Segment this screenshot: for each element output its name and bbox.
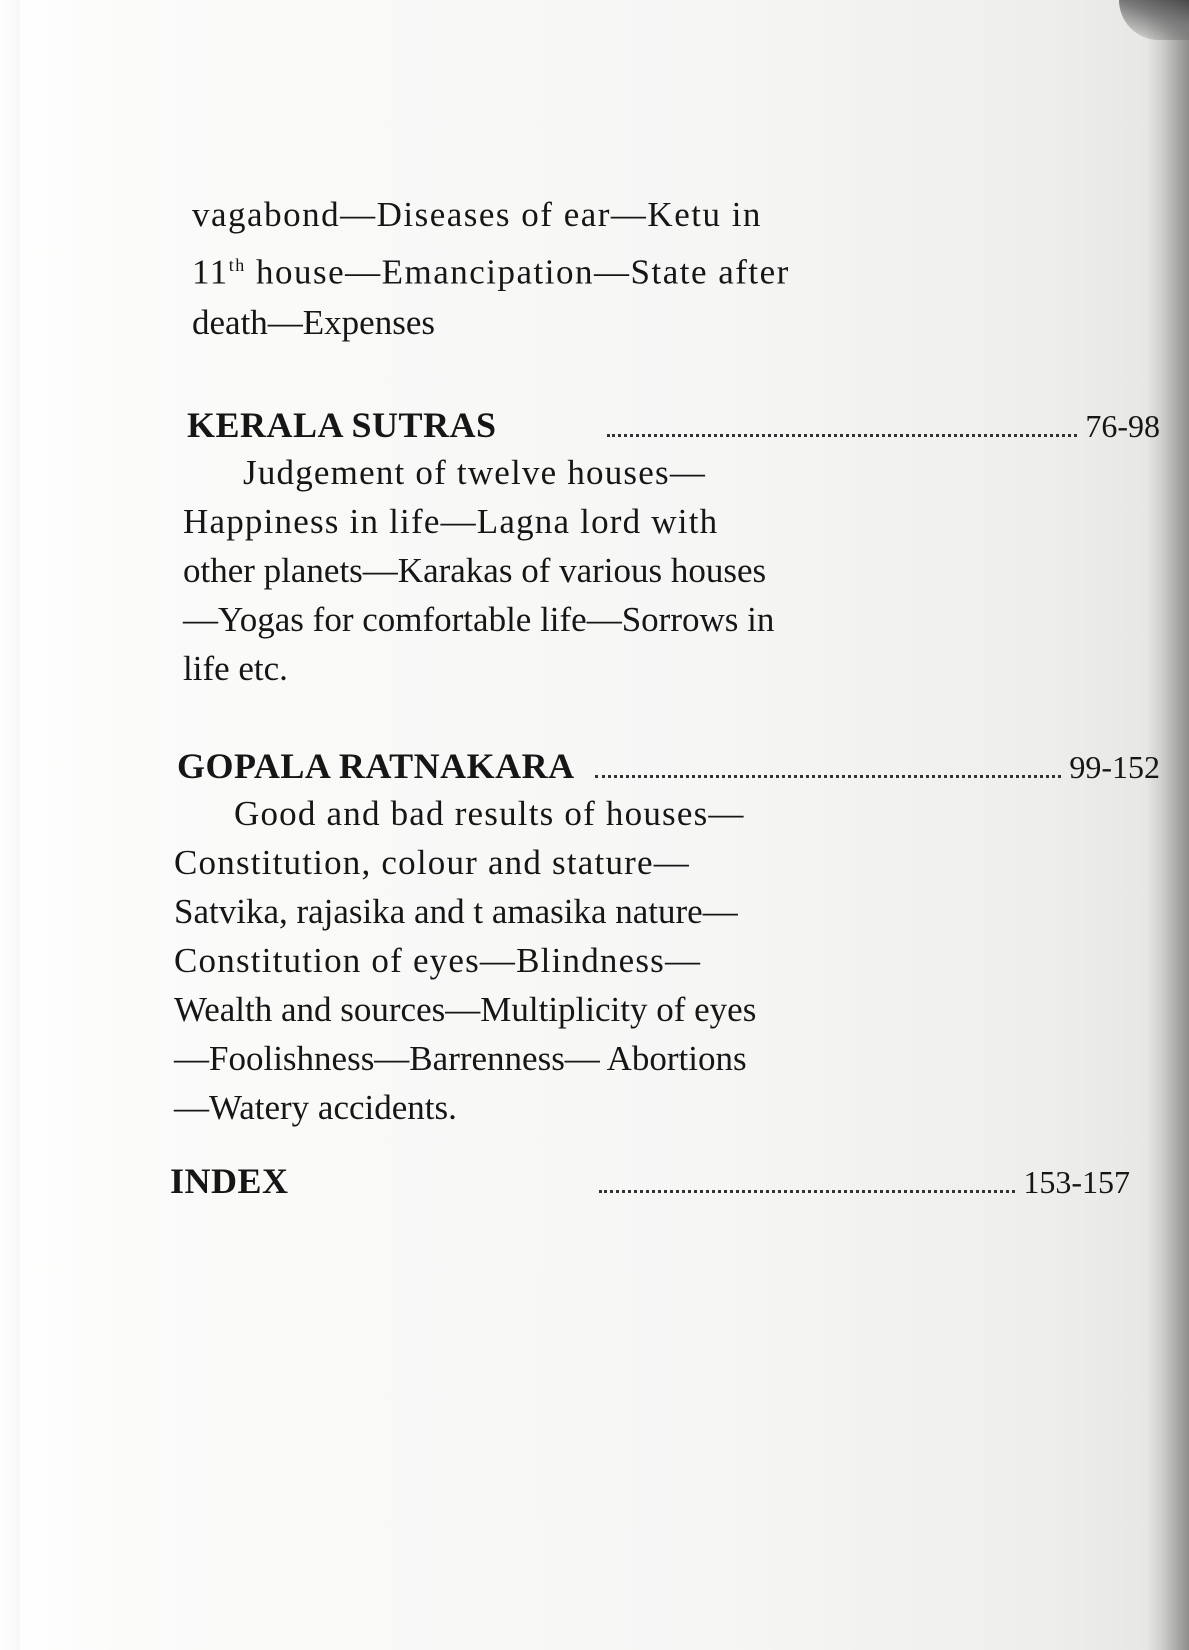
toc-entry-header (187, 404, 1160, 446)
toc-page-range: 76-98 (1085, 407, 1160, 444)
dot-leader (607, 433, 1078, 437)
toc-entry-description (174, 789, 1160, 1132)
description-line: —Watery accidents. (174, 1087, 457, 1127)
toc-entry-gopala-ratnakara (170, 745, 1160, 1132)
description-line: 11th house—Emancipation—State after (192, 252, 790, 292)
dot-leader (599, 1189, 1016, 1193)
description-line: Judgement of twelve houses— (243, 452, 707, 492)
table-of-contents (170, 190, 1160, 1202)
dot-leader (595, 774, 1062, 778)
toc-entry-description (183, 448, 1160, 693)
toc-entry-title: INDEX (170, 1160, 289, 1201)
description-line: Wealth and sources—Multiplicity of eyes (174, 989, 757, 1029)
description-line: Constitution of eyes—Blindness— (174, 940, 702, 980)
description-line: vagabond—Diseases of ear—Ketu in (192, 195, 762, 234)
toc-page-range: 99-152 (1069, 748, 1160, 785)
page-corner-shadow (1119, 0, 1189, 40)
description-line: death—Expenses (192, 302, 435, 342)
description-line: Good and bad results of houses— (234, 793, 745, 833)
description-line: Constitution, colour and stature— (174, 842, 690, 882)
description-line: other planets—Karakas of various houses (183, 550, 767, 590)
toc-entry-title: GOPALA RATNAKARA (177, 745, 575, 786)
description-line: Satvika, rajasika and t amasika nature— (174, 891, 738, 931)
toc-entry-kerala-sutras (170, 404, 1160, 693)
description-line: life etc. (183, 648, 288, 688)
description-line: —Yogas for comfortable life—Sorrows in (183, 599, 775, 639)
toc-entry-header (170, 1160, 1130, 1202)
toc-page-range: 153-157 (1023, 1163, 1130, 1200)
description-line: Happiness in life—Lagna lord with (183, 501, 719, 541)
description-line: —Foolishness—Barrenness— Abortions (174, 1038, 747, 1078)
toc-entry-title: KERALA SUTRAS (187, 404, 497, 445)
toc-entry-header (177, 745, 1160, 787)
page-left-edge (0, 0, 20, 1650)
continued-entry-description (192, 190, 1160, 348)
toc-entry-index (170, 1160, 1160, 1202)
